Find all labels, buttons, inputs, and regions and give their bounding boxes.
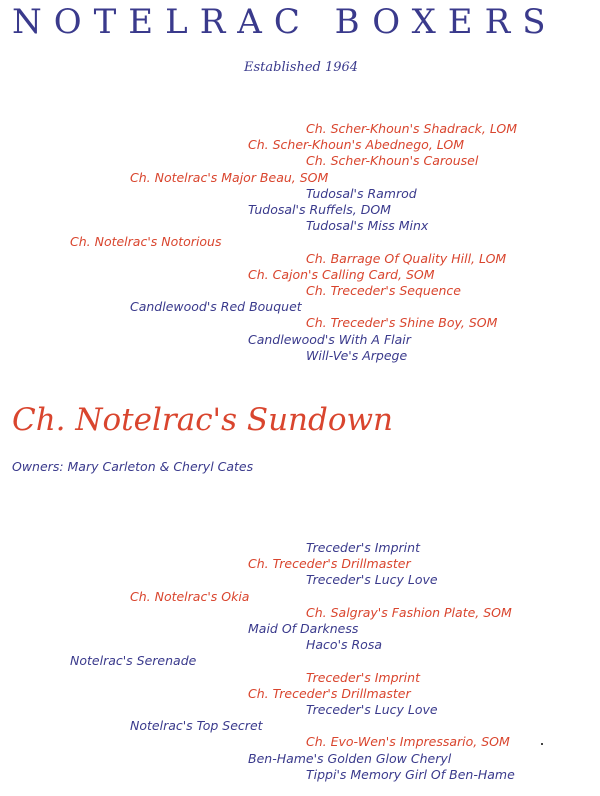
pedigree-entry: Tippi's Memory Girl Of Ben-Hame bbox=[306, 766, 515, 782]
pedigree-entry: Ch. Treceder's Sequence bbox=[306, 283, 461, 298]
pedigree-entry: Ch. Notelrac's Notorious bbox=[70, 234, 222, 250]
pedigree-entry: Haco's Rosa bbox=[306, 637, 383, 653]
pedigree-entry: Treceder's Imprint bbox=[306, 669, 420, 685]
pedigree-entry: Ch. Notelrac's Okia bbox=[130, 588, 250, 604]
pedigree-entry: Ch. Scher-Khoun's Carousel bbox=[306, 153, 479, 169]
pedigree-entry: Treceder's Lucy Love bbox=[306, 572, 438, 588]
pedigree-entry: Tudosal's Ramrod bbox=[306, 185, 417, 201]
kennel-title: NOTELRAC BOXERS bbox=[12, 2, 558, 42]
pedigree-entry: Candlewood's With A Flair bbox=[248, 331, 411, 347]
pedigree-entry: Tudosal's Ruffels, DOM bbox=[248, 202, 391, 217]
pedigree-entry: Ch. Treceder's Drillmaster bbox=[248, 685, 411, 701]
pedigree-entry: Ch. Treceder's Drillmaster bbox=[248, 556, 411, 572]
dog-name: Ch. Notelrac's Sundown bbox=[12, 402, 394, 438]
pedigree-entry: Notelrac's Serenade bbox=[70, 653, 197, 669]
stray-dot bbox=[541, 743, 543, 745]
pedigree-entry: Ch. Scher-Khoun's Shadrack, LOM bbox=[306, 121, 518, 136]
pedigree-entry: Treceder's Imprint bbox=[306, 540, 420, 555]
pedigree-entry: Ch. Evo-Wen's Impressario, SOM bbox=[306, 734, 510, 750]
pedigree-entry: Tudosal's Miss Minx bbox=[306, 218, 429, 234]
pedigree-entry: Will-Ve's Arpege bbox=[306, 347, 408, 363]
pedigree-entry: Ch. Salgray's Fashion Plate, SOM bbox=[306, 604, 512, 620]
pedigree-entry: Ch. Scher-Khoun's Abednego, LOM bbox=[248, 137, 464, 153]
pedigree-entry: Candlewood's Red Bouquet bbox=[130, 299, 302, 315]
pedigree-entry: Treceder's Lucy Love bbox=[306, 702, 438, 717]
pedigree-entry: Notelrac's Top Secret bbox=[130, 718, 263, 734]
established-date: Established 1964 bbox=[244, 60, 359, 75]
pedigree-entry: Ch. Notelrac's Major Beau, SOM bbox=[130, 169, 329, 185]
pedigree-entry: Ben-Hame's Golden Glow Cheryl bbox=[248, 750, 452, 766]
pedigree-entry: Ch. Cajon's Calling Card, SOM bbox=[248, 266, 435, 282]
pedigree-entry: Ch. Barrage Of Quality Hill, LOM bbox=[306, 250, 507, 266]
owners-line: Owners: Mary Carleton & Cheryl Cates bbox=[12, 459, 254, 474]
pedigree-entry: Maid Of Darkness bbox=[248, 621, 359, 636]
pedigree-entry: Ch. Treceder's Shine Boy, SOM bbox=[306, 315, 498, 331]
